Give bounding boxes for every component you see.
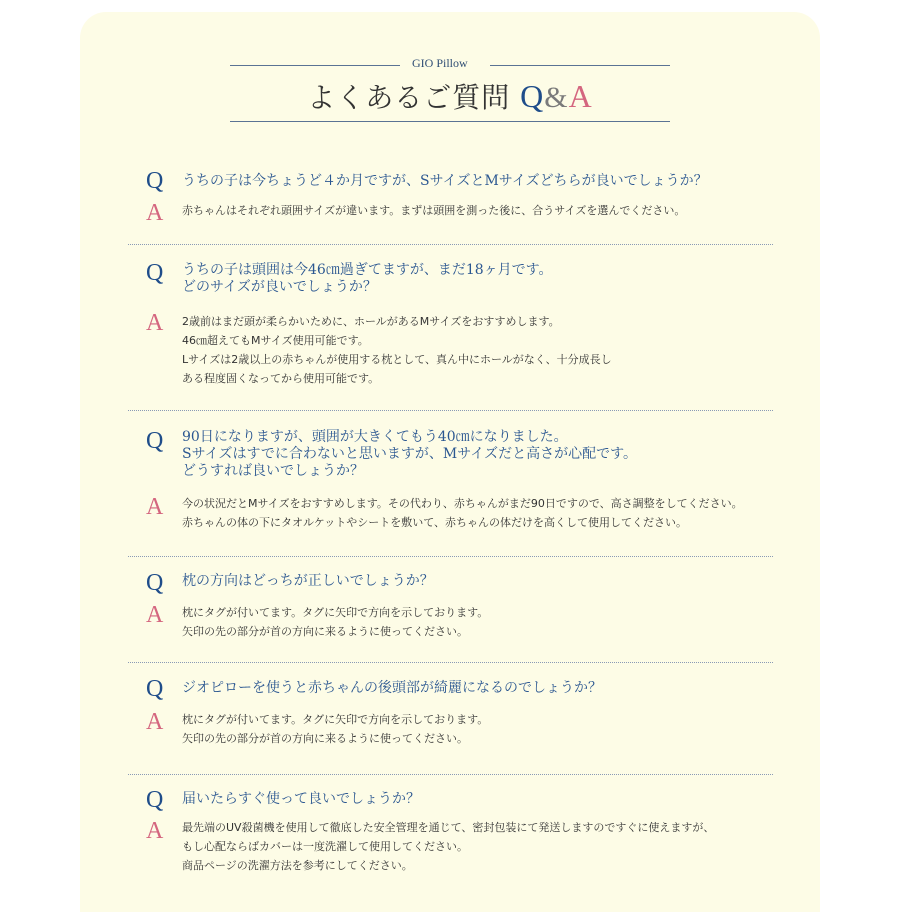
answer-mark: A bbox=[146, 602, 164, 628]
question-mark: Q bbox=[146, 260, 164, 286]
question-mark: Q bbox=[146, 676, 164, 702]
faq-divider bbox=[128, 774, 773, 775]
page-title-text: よくあるご質問 bbox=[307, 81, 511, 114]
brand-line-left bbox=[230, 65, 400, 66]
answer-text: 枕にタグが付いてます。タグに矢印で方向を示しております。 矢印の先の部分が首の方向に来るように使ってください。 bbox=[182, 606, 489, 638]
question-text: 届いたらすぐ使って良いでしょうか？ bbox=[182, 791, 420, 807]
question-text: うちの子は頭囲は今46㎝過ぎてますが、まだ18ヶ月です。 どのサイズが良いでしょうか？ bbox=[182, 262, 553, 295]
brand-line-right bbox=[490, 65, 670, 66]
answer-mark: A bbox=[146, 494, 164, 520]
title-rule bbox=[230, 121, 670, 122]
page-title-a: A bbox=[568, 78, 593, 114]
faq-divider bbox=[128, 556, 773, 557]
answer-text: 2歳前はまだ頭が柔らかいために、ホールがあるMサイズをおすすめします。 46㎝超えてもMサイズ使用可能です。 Lサイズは2歳以上の赤ちゃんが使用する枕として、真ん中にホールがなく、十分成長し ある程度固くなってから使用可能です。 bbox=[182, 315, 612, 385]
question-mark: Q bbox=[146, 787, 164, 813]
answer-mark: A bbox=[146, 310, 164, 336]
brand-name: GIO Pillow bbox=[412, 56, 468, 70]
answer-text: 赤ちゃんはそれぞれ頭囲サイズが違います。まずは頭囲を測った後に、合うサイズを選んでください。 bbox=[182, 204, 686, 217]
page-title-amp: & bbox=[544, 81, 569, 114]
question-mark: Q bbox=[146, 168, 164, 194]
page-title-q: Q bbox=[520, 78, 545, 114]
answer-text: 最先端のUV殺菌機を使用して徹底した安全管理を通じて、密封包装にて発送しますのですぐに使えますが、 もし心配ならばカバーは一度洗濯して使用してください。 商品ページの洗濯方法を参考にしてください。 bbox=[182, 821, 715, 872]
question-text: 90日になりますが、頭囲が大きくてもう40㎝になりました。 Sサイズはすでに合わないと思いますが、Mサイズだと高さが心配です。 どうすれば良いでしょうか？ bbox=[182, 429, 637, 479]
answer-mark: A bbox=[146, 818, 164, 844]
question-text: うちの子は今ちょうど４か月ですが、SサイズとMサイズどちらが良いでしょうか？ bbox=[182, 173, 708, 189]
question-text: ジオピローを使うと赤ちゃんの後頭部が綺麗になるのでしょうか？ bbox=[182, 680, 602, 696]
answer-text: 枕にタグが付いてます。タグに矢印で方向を示しております。 矢印の先の部分が首の方向に来るように使ってください。 bbox=[182, 713, 489, 745]
answer-mark: A bbox=[146, 200, 164, 226]
page-title bbox=[230, 76, 670, 116]
question-mark: Q bbox=[146, 428, 164, 454]
faq-divider bbox=[128, 244, 773, 245]
faq-divider bbox=[128, 662, 773, 663]
question-text: 枕の方向はどっちが正しいでしょうか？ bbox=[182, 573, 434, 589]
faq-divider bbox=[128, 410, 773, 411]
question-mark: Q bbox=[146, 570, 164, 596]
answer-mark: A bbox=[146, 709, 164, 735]
brand-row bbox=[230, 56, 670, 72]
answer-text: 今の状況だとMサイズをおすすめします。その代わり、赤ちゃんがまだ90日ですので、高さ調整をしてください。 赤ちゃんの体の下にタオルケットやシートを敷いて、赤ちゃんの体だけを高くして使用してください。 bbox=[182, 497, 743, 529]
